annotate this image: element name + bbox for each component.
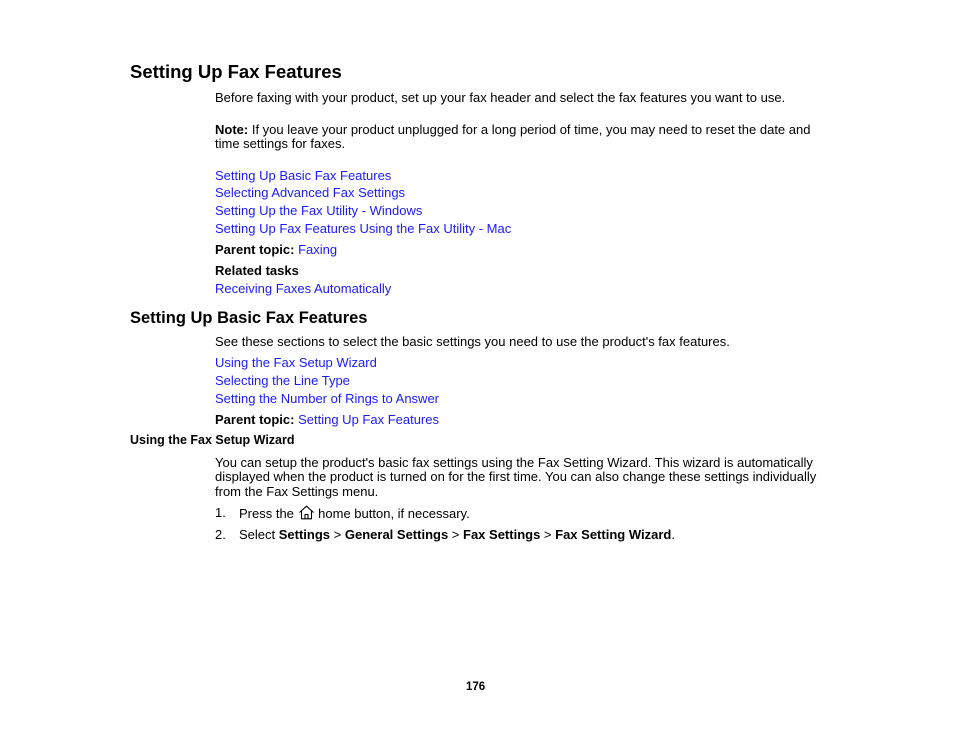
menu-path-fax-settings: Fax Settings	[463, 527, 541, 542]
menu-path-separator: >	[330, 527, 345, 542]
section2-intro: See these sections to select the basic settings you need to use the product's fax features.	[215, 334, 730, 349]
step-2-end: .	[671, 527, 675, 542]
intro-text: Before faxing with your product, set up your fax header and select the fax features you want to use.	[215, 90, 786, 105]
parent-topic	[215, 242, 337, 257]
step-1-number: 1.	[215, 505, 226, 520]
link-setting-up-basic-fax-features[interactable]: Setting Up Basic Fax Features	[215, 168, 392, 183]
step-1-pre: Press the	[239, 506, 294, 521]
parent-topic-label: Parent topic:	[215, 412, 295, 427]
page-title: Setting Up Fax Features	[130, 61, 342, 82]
link-fax-utility-mac[interactable]: Setting Up Fax Features Using the Fax Utility - Mac	[215, 221, 512, 236]
parent-topic-link-setting-up-fax-features[interactable]: Setting Up Fax Features	[298, 412, 439, 427]
link-number-of-rings[interactable]: Setting the Number of Rings to Answer	[215, 391, 440, 406]
wizard-para-line-1: You can setup the product's basic fax settings using the Fax Setting Wizard. This wizard is automatically	[215, 455, 813, 470]
link-using-fax-setup-wizard[interactable]: Using the Fax Setup Wizard	[215, 355, 377, 370]
step-2	[239, 527, 675, 542]
menu-path-separator: >	[448, 527, 464, 542]
section-heading-fax-setup-wizard: Using the Fax Setup Wizard	[130, 433, 295, 447]
parent-topic-label: Parent topic:	[215, 242, 295, 257]
related-tasks-heading: Related tasks	[215, 263, 299, 278]
menu-path-separator: >	[540, 527, 556, 542]
link-receiving-faxes-automatically[interactable]: Receiving Faxes Automatically	[215, 281, 392, 296]
link-fax-utility-windows[interactable]: Setting Up the Fax Utility - Windows	[215, 203, 423, 218]
step-1-post: home button, if necessary.	[318, 506, 470, 521]
note-line-2: time settings for faxes.	[215, 136, 346, 151]
wizard-para-line-3: from the Fax Settings menu.	[215, 484, 379, 499]
section-heading-basic-fax-features: Setting Up Basic Fax Features	[130, 309, 368, 327]
note-text: If you leave your product unplugged for a long period of time, you may need to reset the date and	[248, 122, 811, 137]
parent-topic-link-faxing[interactable]: Faxing	[298, 242, 338, 257]
home-icon	[298, 505, 315, 520]
step-1	[239, 505, 470, 521]
note-label: Note:	[215, 122, 249, 137]
link-selecting-line-type[interactable]: Selecting the Line Type	[215, 373, 350, 388]
parent-topic-2	[215, 412, 439, 427]
wizard-para-line-2: displayed when the product is turned on for the first time. You can also change these settings individually	[215, 469, 817, 484]
note-line-1	[215, 122, 810, 137]
menu-path-settings: Settings	[278, 527, 331, 542]
menu-path-fax-setting-wizard: Fax Setting Wizard	[555, 527, 672, 542]
step-2-number: 2.	[215, 527, 226, 542]
step-2-select: Select	[239, 527, 279, 542]
page-number: 176	[466, 681, 486, 693]
menu-path-general-settings: General Settings	[344, 527, 449, 542]
link-selecting-advanced-fax-settings[interactable]: Selecting Advanced Fax Settings	[215, 185, 406, 200]
